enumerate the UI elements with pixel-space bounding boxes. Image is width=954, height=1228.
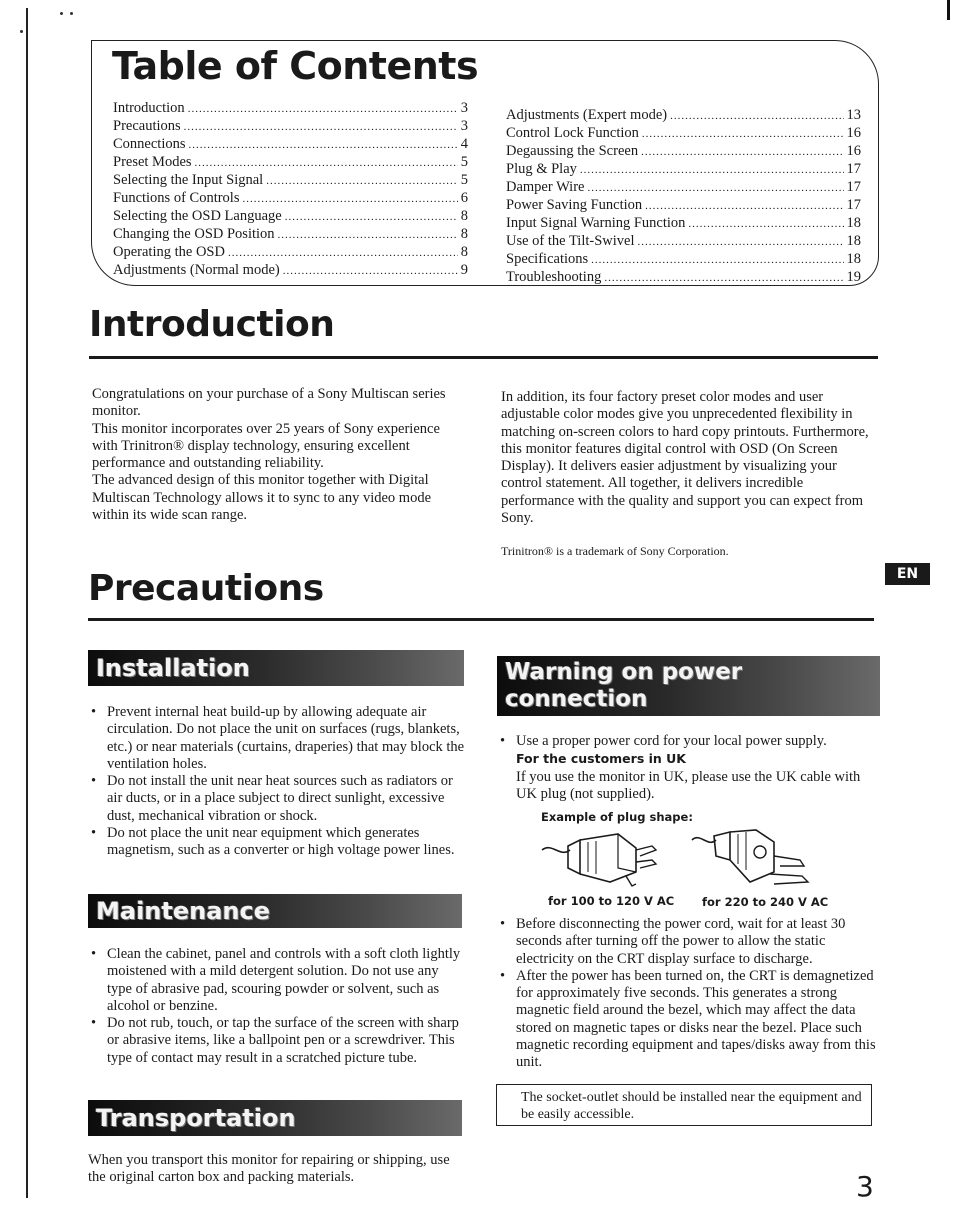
list-item: • Before disconnecting the power cord, wait for at least 30 seconds after turning off the power to allow the static electricity on the CRT display surface to discharge. <box>497 916 880 968</box>
toc-entry[interactable]: Use of the Tilt-Swivel ..... 18 <box>506 233 861 251</box>
intro-paragraph: The advanced design of this monitor together with Digital Multiscan Technology allows it to sync to any video mode within its wide scan range. <box>92 472 432 524</box>
intro-paragraph: Congratulations on your purchase of a Sony Multiscan series monitor. <box>92 386 446 420</box>
trademark-note: Trinitron® is a trademark of Sony Corporation. <box>501 544 729 558</box>
introduction-heading: Introduction <box>89 304 335 345</box>
toc-entry[interactable]: Damper Wire ..... 17 <box>506 179 861 197</box>
toc-entry[interactable]: Precautions ..... 3 <box>113 118 468 136</box>
uk-heading: For the customers in UK <box>516 751 686 767</box>
toc-entry[interactable]: Introduction ..... 3 <box>113 100 468 118</box>
maintenance-banner <box>88 894 462 928</box>
toc-entry[interactable]: Control Lock Function ..... 16 <box>506 125 861 143</box>
intro-paragraph: This monitor incorporates over 25 years of Sony experience with Trinitron® display technology, ensuring excellent performance and outstanding reliability. <box>92 420 440 472</box>
introduction-right-text <box>501 389 879 527</box>
toc-entry[interactable]: Preset Modes ..... 5 <box>113 154 468 172</box>
toc-entry[interactable]: Adjustments (Expert mode) ..... 13 <box>506 107 861 125</box>
toc-entry[interactable]: Input Signal Warning Function ..... 18 <box>506 215 861 233</box>
toc-right-column <box>506 107 861 287</box>
list-item: • Clean the cabinet, panel and controls with a soft cloth lightly moistened with a mild detergent solution. Do not use any type of abrasive pad, scouring powder or solvent, such as alcohol or benzine. <box>88 946 466 1015</box>
scan-dot <box>20 30 23 33</box>
socket-outlet-note: The socket-outlet should be installed near the equipment and be easily accessible. <box>496 1084 872 1126</box>
transportation-title: Transportation <box>96 1104 296 1132</box>
warning-banner <box>497 656 880 716</box>
toc-entry[interactable]: Operating the OSD ..... 8 <box>113 244 468 262</box>
page-edge-mark <box>947 0 950 20</box>
page-margin-line <box>26 8 28 1198</box>
installation-list <box>88 704 466 860</box>
introduction-left-text <box>92 386 466 524</box>
toc-title: Table of Contents <box>112 44 479 88</box>
toc-entry[interactable]: Connections ..... 4 <box>113 136 468 154</box>
installation-banner <box>88 650 464 686</box>
plug-100v-icon <box>540 828 660 890</box>
intro-paragraph: In addition, its four factory preset color modes and user adjustable color modes give you unprecedented flexibility in matching on-screen colors to hard copy printouts. Furthermore, this monitor features digital control with OSD (On Screen Display). It delivers easier adjustment by visualizing your control statement. All together, it delivers incredible performance with the quality and support you can expect from Sony. <box>501 389 869 527</box>
warning-title-line2: connection <box>505 686 648 712</box>
toc-entry[interactable]: Troubleshooting ..... 19 <box>506 269 861 287</box>
transportation-text: When you transport this monitor for repairing or shipping, use the original carton box and packing materials. <box>88 1152 450 1186</box>
toc-entry[interactable]: Changing the OSD Position ..... 8 <box>113 226 468 244</box>
toc-entry[interactable]: Specifications ..... 18 <box>506 251 861 269</box>
uk-text: If you use the monitor in UK, please use the UK cable with UK plug (not supplied). <box>516 768 861 802</box>
list-item: • Do not install the unit near heat sources such as radiators or air ducts, or in a place subject to direct sunlight, excessive dust, mechanical vibration or shock. <box>88 773 466 825</box>
introduction-rule <box>89 356 878 359</box>
list-item: • Prevent internal heat build-up by allowing adequate air circulation. Do not place the unit on surfaces (rugs, blankets, etc.) or near materials (curtains, draperies) that may block the ventilation holes. <box>88 704 466 773</box>
installation-title: Installation <box>96 654 250 682</box>
toc-entry[interactable]: Plug & Play ..... 17 <box>506 161 861 179</box>
page-number: 3 <box>856 1170 874 1203</box>
toc-entry[interactable]: Selecting the Input Signal ..... 5 <box>113 172 468 190</box>
language-tab: EN <box>885 563 930 585</box>
maintenance-title: Maintenance <box>96 897 271 925</box>
scan-dot <box>70 12 73 15</box>
list-item: • Use a proper power cord for your local power supply. For the customers in UK If you use the monitor in UK, please use the UK cable with UK plug (not supplied). <box>497 733 880 803</box>
toc-entry[interactable]: Adjustments (Normal mode) ..... 9 <box>113 262 468 280</box>
plug-example-label: Example of plug shape: <box>541 810 693 824</box>
maintenance-list <box>88 946 466 1067</box>
toc-entry[interactable]: Degaussing the Screen ..... 16 <box>506 143 861 161</box>
scan-dot <box>60 12 63 15</box>
warning-title-line1: Warning on power <box>505 659 743 685</box>
toc-left-column <box>113 100 468 280</box>
toc-entry[interactable]: Power Saving Function ..... 17 <box>506 197 861 215</box>
plug-100v-caption: for 100 to 120 V AC <box>548 894 675 908</box>
warning-list <box>497 916 880 1072</box>
precautions-heading: Precautions <box>88 568 324 609</box>
list-item: • After the power has been turned on, the CRT is demagnetized for approximately five seconds. This generates a strong magnetic field around the bezel, which may affect the data stored on magnetic tapes or disks near the bezel. Place such magnetic recording equipment and tapes/disks away from this unit. <box>497 968 880 1072</box>
plug-220v-caption: for 220 to 240 V AC <box>702 895 829 909</box>
warning-first-item <box>497 733 880 803</box>
toc-entry[interactable]: Functions of Controls ..... 6 <box>113 190 468 208</box>
list-item: • Do not place the unit near equipment which generates magnetism, such as a converter or high voltage power lines. <box>88 825 466 860</box>
plug-220v-icon <box>690 826 820 890</box>
list-item: • Do not rub, touch, or tap the surface of the screen with sharp or abrasive items, like a ballpoint pen or a screwdriver. This type of contact may result in a scratched picture tube. <box>88 1015 466 1067</box>
toc-entry[interactable]: Selecting the OSD Language ..... 8 <box>113 208 468 226</box>
transportation-banner <box>88 1100 462 1136</box>
precautions-rule <box>88 618 874 621</box>
